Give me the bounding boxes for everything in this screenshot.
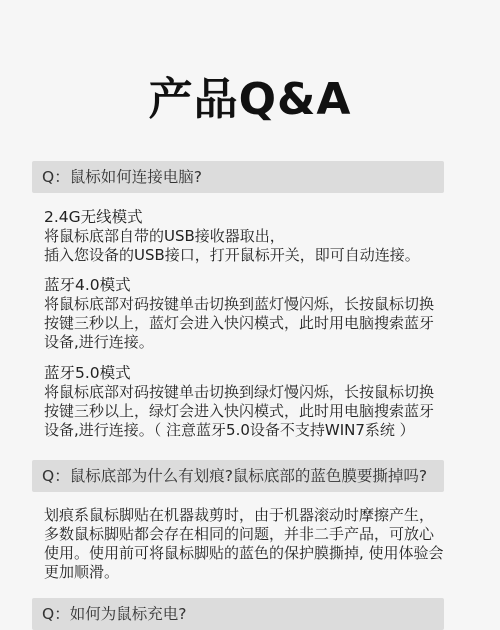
answer-line: 设备,进行连接。（ 注意蓝牙5.0设备不支持WIN7系统 ） (44, 421, 415, 439)
answer-line: 划痕系鼠标脚贴在机器裁剪时，由于机器滚动时摩擦产生， (44, 506, 435, 524)
faq-question-scratches: Q：鼠标底部为什么有划痕?鼠标底部的蓝色膜要撕掉吗? (32, 460, 444, 492)
faq-answer-mode-bt40 (44, 275, 464, 352)
answer-line: 插入您设备的USB接口，打开鼠标开关，即可自动连接。 (44, 246, 420, 264)
answer-line: 按键三秒以上，蓝灯会进入快闪模式，此时用电脑搜索蓝牙 (44, 314, 435, 332)
answer-line: 使用。使用前可将鼠标脚贴的蓝色的保护膜撕掉, 使用体验会 (44, 544, 444, 562)
mode-title-bt50: 蓝牙5.0模式 (44, 364, 131, 382)
faq-question-charging: Q：如何为鼠标充电? (32, 598, 444, 630)
answer-line: 设备,进行连接。 (44, 333, 154, 351)
page-title: 产品Q&A (148, 74, 352, 125)
faq-answer-mode-bt50 (44, 363, 464, 440)
mode-title-24g: 2.4G无线模式 (44, 208, 143, 226)
answer-line: 将鼠标底部对码按键单击切换到绿灯慢闪烁，长按鼠标切换 (44, 383, 435, 401)
mode-title-bt40: 蓝牙4.0模式 (44, 276, 131, 294)
answer-line: 多数鼠标脚贴都会存在相同的问题，并非二手产品，可放心 (44, 525, 435, 543)
answer-line: 将鼠标底部自带的USB接收器取出， (44, 227, 285, 245)
answer-line: 将鼠标底部对码按键单击切换到蓝灯慢闪烁，长按鼠标切换 (44, 295, 435, 313)
answer-line: 更加顺滑。 (44, 563, 120, 581)
faq-answer-mode-24g (44, 207, 464, 265)
answer-line: 按键三秒以上，绿灯会进入快闪模式，此时用电脑搜索蓝牙 (44, 402, 435, 420)
faq-question-connect: Q：鼠标如何连接电脑? (32, 161, 444, 193)
faq-answer-scratches (44, 506, 464, 582)
